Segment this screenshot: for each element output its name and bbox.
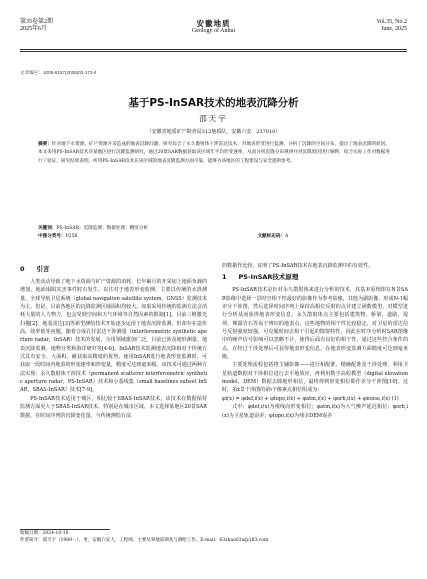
author-affiliation: （安徽省地质矿产勘查局313地质队，安徽六安 237010） — [146, 129, 281, 135]
abstract — [38, 141, 390, 166]
paper-title: 基于PS-InSAR技术的地表沉降分析 — [128, 97, 299, 109]
section-heading-introduction — [20, 264, 207, 274]
header-rule-thin — [20, 51, 407, 52]
keywords-text: PS-InSAR；沉降监测；数据处理；精度分析 — [56, 226, 148, 231]
article-number: 文章编号：1005-6157(2025)02-172-4 — [20, 70, 97, 75]
section-title: 引言 — [36, 265, 50, 273]
keywords-label: 关键词： — [38, 226, 57, 231]
header-rule — [20, 49, 407, 50]
clc-group — [38, 233, 77, 241]
journal-name — [150, 20, 277, 35]
journal-volume-info-en — [317, 19, 407, 33]
clc-code: P258 — [65, 234, 78, 240]
journal-volume-info-cn — [20, 19, 110, 33]
author-biography: 作者简介：邵天宇（1989－），男，安徽六安人，工程师，主要从事地质调查与测绘工作。E-mail：63zhao03a@163.com — [20, 538, 269, 543]
journal-name-cn: 安徽地质 — [196, 19, 231, 28]
section-heading-principle — [222, 272, 408, 282]
left-column — [20, 262, 207, 420]
abstract-text: 针对地下水资源、矿产资源开采造成的地表沉降问题，研究综合了永久散射体干涉雷达技术，对地表形变进行监测，分析了沉降的空间分布，提出了地表沉降的原因。本文采用PS-InSAR技术对某地区进行沉降监测研究，通过20景SAR数据获取该区域年平均形变速率，从而分析沉降分布规律并对沉降原因进行解释，结合实际工作对数据进行了验证。研究结果表明，所用PS-InSAR技术在该区域的地表沉降监测方面可靠，能够为该地区的工程建设与安全提供参考。 — [38, 142, 390, 164]
author-name: 邵天宇 — [199, 114, 228, 123]
doc-code-label: 文献标志码： — [257, 234, 286, 240]
doc-code: A — [285, 234, 289, 240]
classification-line — [38, 233, 398, 241]
equation-1: φi(x) = φdef,i(x) + φtopo,i(x) + φatm,i(x) + φorb,i(x) + φnoise,i(x) (1) — [222, 395, 399, 402]
journal-name-en: Geology of Anhui — [191, 28, 236, 34]
paragraph: 人类活动导致了地下水资源与矿产资源的消耗，长年累月的开采加上地面负载的增加，地面塌陷灾害事件时有发生。以往对于地表形变监测，主要以传统的水准测量、全球导航卫星系统（global navigation satellite system，GNSS）监测技术为主。但是，目前各地区的沉降监测区域面积均较大，如果采用传统的监测方法会消耗大量的人力物力，也会受到空间和天气环境等自然因素的限制[1]。目前三维激光扫描[2]、地基雷达[3]等新型测绘技术开始逐步运用于地表沉降监测，但却存在造价高、效率低等问题。随着合成孔径雷达干涉测量（interferometric synthetic aperture radar，InSAR）技术的发展，全用领域愈加广泛，目前已涉及地形测量、地表沉降监测、地物分类和海洋研究等[4-6]。InSAR技术监测地表沉降相对于传统方式具有安全、大面积、耐获取高精度的优势。使用InSAR进行地表形变监测时，可获取一段时间内地表的形变速率和形变量，精度可达到毫米级。该技术可通过两种方法实现：永久散射体干涉技术（permanent scatterer interferometric synthetic aperture radar，PS-InSAR）技术和小基线集（small baselines subset InSAR，SBAS-InSAR）技术[7-9]。 — [20, 279, 207, 394]
doc-code-group — [257, 233, 288, 241]
equation-explanation: 式中：φdef,i(x)为视线向形变相位；φatm,i(x)为大气噪声延迟相位；φorb,i(x)为卫星轨道误差；φtopo,i(x)为残余DEM误差 — [222, 404, 408, 419]
section-title: PS-InSAR技术原理 — [238, 273, 299, 282]
publication-date-en: June, 2025 — [381, 26, 407, 32]
volume-issue-en: Vol.35, No.2 — [376, 19, 407, 25]
clc-label: 中图分类号： — [38, 234, 66, 240]
paragraph: 主要处理流程包括将主辅影像——进行相配准，精确配准及干涉处理，利用卫星轨道数据对干涉相位进行去平地效应，再利用数字高程模型（digital elevation model，DEM）数据去除地形相位，最终得到形变相位即作差分干涉图[10]。这时，第x景干涉图的第i个像素点相位组成为： — [222, 362, 408, 394]
section-number: 1 — [222, 273, 227, 282]
abstract-label: 摘要： — [38, 142, 52, 147]
volume-issue-cn: 第35卷第2期 — [20, 19, 54, 25]
received-date: 收稿日期：2024-10-16 — [20, 531, 69, 536]
publication-date-cn: 2025年6月 — [20, 26, 48, 32]
footnote-rule — [20, 529, 110, 530]
right-column — [222, 262, 408, 420]
keywords-block — [38, 225, 398, 242]
paragraph: PS-InSAR技术是针对永久散射体来进行分析的技术，其基本原理即在N景SAR影像中选择一景时空相干性最好的影像作为参考影像，其他为副影像，形成N-1幅差分干涉图，然后选择时间序列上保持高相位反射的点并建立函数模型，对模型进行分析从而获得地表形变信息。永久散射体点主要包括建筑物、桥梁、道路、堤坝、裸露岩石等易于辨识的地表点，这些地物的相干性比较稳定，对卫星的雷达信号反射强度较强，可克服时间去相干引起的散射特性，因此在时序分析时SAR图像中的噪声信号影响可以忽略不计，使得后面有良好的相干性，通过这些符合条件的点，在经过干涉处理后可获得地表形变信息，在地表形变监测方面精度可达到毫米级。 — [222, 287, 408, 361]
keywords-line — [38, 225, 398, 233]
paragraph: PS-InSAR技术适用于城区，相比较于SBAS-InSAR技术，该技术在数据保持监测方面更大于SBAS-InSAR技术，特别是在城市区域。本文选择某地区20景SAR数据，在时间序列的沉降变化量，与传统测绘方法 — [20, 395, 207, 419]
paragraph-continued: 的数据作比较，证明了PS-InSAR技术在地表沉降监测中的有效性。 — [222, 263, 374, 269]
section-number: 0 — [20, 265, 25, 273]
